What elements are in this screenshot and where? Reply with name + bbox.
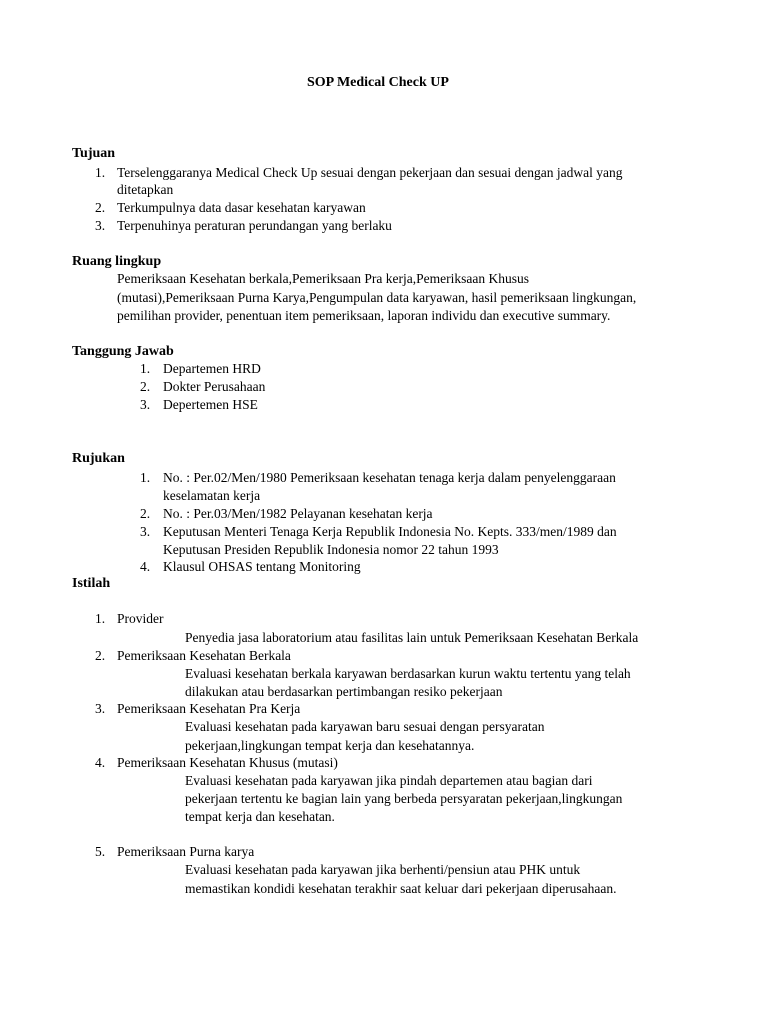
list-number: 3. bbox=[95, 701, 106, 716]
list-item: Terkumpulnya data dasar kesehatan karyawan bbox=[117, 200, 366, 215]
list-number: 1. bbox=[140, 470, 151, 485]
list-number: 1. bbox=[95, 165, 106, 180]
list-number: 1. bbox=[140, 361, 151, 376]
term-definition: dilakukan atau berdasarkan pertimbangan resiko pekerjaan bbox=[185, 684, 503, 699]
term-definition: Evaluasi kesehatan berkala karyawan berdasarkan kurun waktu tertentu yang telah bbox=[185, 666, 631, 681]
paragraph-line: Pemeriksaan Kesehatan berkala,Pemeriksaan Pra kerja,Pemeriksaan Khusus bbox=[117, 271, 529, 286]
list-number: 1. bbox=[95, 611, 106, 626]
istilah-heading: Istilah bbox=[72, 576, 111, 591]
list-item: Departemen HRD bbox=[163, 361, 261, 376]
term: Pemeriksaan Kesehatan Khusus (mutasi) bbox=[117, 755, 338, 770]
list-item-continuation: Keputusan Presiden Republik Indonesia nomor 22 tahun 1993 bbox=[163, 542, 499, 557]
term-definition: pekerjaan tertentu ke bagian lain yang berbeda persyaratan pekerjaan,lingkungan bbox=[185, 791, 623, 806]
list-number: 2. bbox=[140, 506, 151, 521]
term-definition: Evaluasi kesehatan pada karyawan jika pindah departemen atau bagian dari bbox=[185, 773, 593, 788]
list-item: Keputusan Menteri Tenaga Kerja Republik Indonesia No. Kepts. 333/men/1989 dan bbox=[163, 524, 617, 539]
list-item: No. : Per.03/Men/1982 Pelayanan kesehatan kerja bbox=[163, 506, 433, 521]
term-definition: tempat kerja dan kesehatan. bbox=[185, 809, 335, 824]
rujukan-heading: Rujukan bbox=[72, 451, 125, 466]
list-item: Terselenggaranya Medical Check Up sesuai dengan pekerjaan dan sesuai dengan jadwal yang bbox=[117, 165, 623, 180]
list-number: 3. bbox=[140, 397, 151, 412]
list-number: 2. bbox=[140, 379, 151, 394]
list-number: 3. bbox=[95, 218, 106, 233]
list-item-continuation: keselamatan kerja bbox=[163, 488, 261, 503]
term-definition: pekerjaan,lingkungan tempat kerja dan kesehatannya. bbox=[185, 738, 475, 753]
list-number: 3. bbox=[140, 524, 151, 539]
list-item: Terpenuhinya peraturan perundangan yang berlaku bbox=[117, 218, 392, 233]
tujuan-heading: Tujuan bbox=[72, 146, 116, 161]
term: Provider bbox=[117, 611, 164, 626]
list-item: Depertemen HSE bbox=[163, 397, 258, 412]
term-definition: memastikan kondidi kesehatan terakhir saat keluar dari pekerjaan diperusahaan. bbox=[185, 881, 617, 896]
list-item: Klausul OHSAS tentang Monitoring bbox=[163, 559, 361, 574]
term: Pemeriksaan Purna karya bbox=[117, 844, 255, 859]
list-number: 4. bbox=[140, 559, 151, 574]
term-definition: Evaluasi kesehatan pada karyawan baru sesuai dengan persyaratan bbox=[185, 719, 545, 734]
list-item: Dokter Perusahaan bbox=[163, 379, 266, 394]
paragraph-line: pemilihan provider, penentuan item pemeriksaan, laporan individu dan executive summary. bbox=[117, 308, 611, 323]
term: Pemeriksaan Kesehatan Berkala bbox=[117, 648, 291, 663]
term-definition: Evaluasi kesehatan pada karyawan jika berhenti/pensiun atau PHK untuk bbox=[185, 862, 581, 877]
list-number: 5. bbox=[95, 844, 106, 859]
term: Pemeriksaan Kesehatan Pra Kerja bbox=[117, 701, 301, 716]
list-number: 4. bbox=[95, 755, 106, 770]
ruang-lingkup-heading: Ruang lingkup bbox=[72, 254, 162, 269]
list-number: 2. bbox=[95, 648, 106, 663]
paragraph-line: (mutasi),Pemeriksaan Purna Karya,Pengumpulan data karyawan, hasil pemeriksaan lingkungan, bbox=[117, 290, 637, 305]
page-title: SOP Medical Check UP bbox=[307, 75, 449, 90]
list-item-continuation: ditetapkan bbox=[117, 182, 174, 197]
list-number: 2. bbox=[95, 200, 106, 215]
term-definition: Penyedia jasa laboratorium atau fasilitas lain untuk Pemeriksaan Kesehatan Berkala bbox=[185, 630, 639, 645]
tanggung-jawab-heading: Tanggung Jawab bbox=[72, 344, 174, 359]
list-item: No. : Per.02/Men/1980 Pemeriksaan kesehatan tenaga kerja dalam penyelenggaraan bbox=[163, 470, 616, 485]
